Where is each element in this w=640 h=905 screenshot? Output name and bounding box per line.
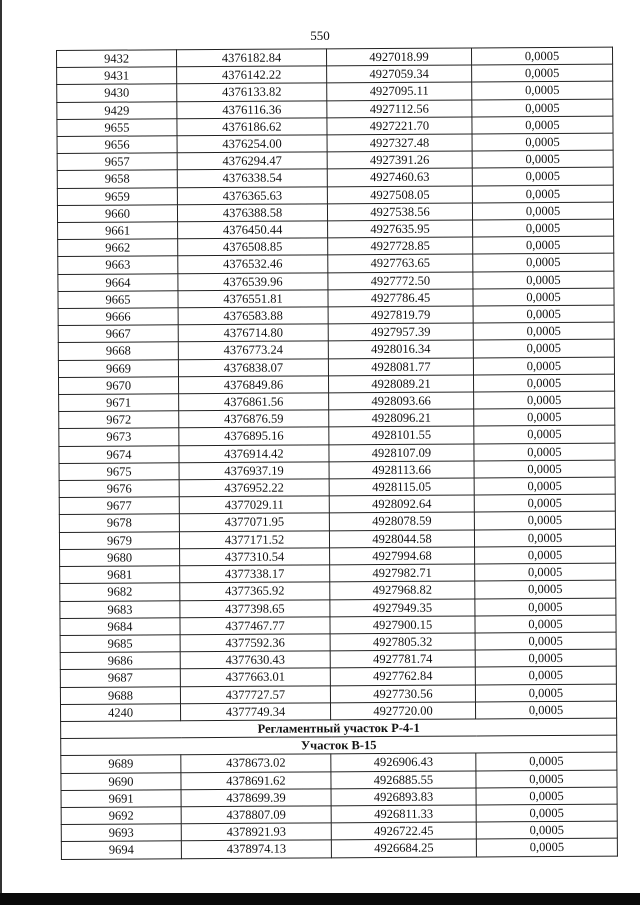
point-number: 9662 [58, 239, 178, 257]
tolerance-value: 0,0005 [473, 254, 614, 272]
point-number: 9685 [60, 635, 180, 653]
tolerance-value: 0,0005 [476, 787, 617, 805]
x-coordinate: 4377365.92 [180, 582, 330, 600]
point-number: 9683 [60, 600, 180, 618]
y-coordinate: 4927819.79 [328, 306, 473, 324]
point-number: 9666 [58, 308, 178, 326]
tolerance-value: 0,0005 [474, 426, 615, 444]
point-number: 9659 [57, 187, 177, 205]
point-number: 9674 [59, 445, 179, 463]
point-number: 9673 [59, 428, 179, 446]
y-coordinate: 4927112.56 [327, 100, 472, 118]
x-coordinate: 4376365.63 [177, 186, 327, 204]
y-coordinate: 4927391.26 [327, 151, 472, 169]
x-coordinate: 4376133.82 [177, 83, 327, 101]
y-coordinate: 4928093.66 [329, 392, 474, 410]
point-number: 9664 [58, 273, 178, 291]
x-coordinate: 4378691.62 [181, 771, 331, 789]
y-coordinate: 4927635.95 [328, 220, 473, 238]
point-number: 9661 [58, 222, 178, 240]
tolerance-value: 0,0005 [476, 821, 617, 839]
x-coordinate: 4377749.34 [180, 703, 330, 721]
tolerance-value: 0,0005 [471, 47, 612, 65]
point-number: 9689 [61, 755, 181, 773]
x-coordinate: 4377663.01 [180, 668, 330, 686]
tolerance-value: 0,0005 [475, 649, 616, 667]
x-coordinate: 4377592.36 [180, 634, 330, 652]
y-coordinate: 4926893.83 [331, 788, 476, 806]
y-coordinate: 4927982.71 [330, 564, 475, 582]
y-coordinate: 4927728.85 [328, 237, 473, 255]
x-coordinate: 4377467.77 [180, 617, 330, 635]
y-coordinate: 4927460.63 [327, 168, 472, 186]
x-coordinate: 4377398.65 [180, 599, 330, 617]
table-row [61, 838, 617, 859]
point-number: 9690 [61, 772, 181, 790]
y-coordinate: 4927508.05 [327, 186, 472, 204]
tolerance-value: 0,0005 [473, 271, 614, 289]
x-coordinate: 4376142.22 [177, 66, 327, 84]
tolerance-value: 0,0005 [475, 546, 616, 564]
x-coordinate: 4377727.57 [180, 685, 330, 703]
x-coordinate: 4377338.17 [180, 565, 330, 583]
y-coordinate: 4927994.68 [330, 547, 475, 565]
point-number: 4240 [60, 703, 180, 721]
tolerance-value: 0,0005 [475, 580, 616, 598]
tolerance-value: 0,0005 [472, 150, 613, 168]
y-coordinate: 4927720.00 [330, 702, 475, 720]
x-coordinate: 4376532.46 [178, 255, 328, 273]
point-number: 9688 [60, 686, 180, 704]
y-coordinate: 4927059.34 [327, 65, 472, 83]
tolerance-value: 0,0005 [475, 684, 616, 702]
tolerance-value: 0,0005 [474, 391, 615, 409]
point-number: 9677 [59, 497, 179, 515]
point-number: 9665 [58, 291, 178, 309]
y-coordinate: 4927221.70 [327, 117, 472, 135]
x-coordinate: 4376450.44 [178, 221, 328, 239]
tolerance-value: 0,0005 [475, 598, 616, 616]
y-coordinate: 4928096.21 [329, 409, 474, 427]
x-coordinate: 4376773.24 [178, 341, 328, 359]
point-number: 9684 [60, 617, 180, 635]
point-number: 9691 [61, 789, 181, 807]
y-coordinate: 4928113.66 [329, 461, 474, 479]
tolerance-value: 0,0005 [474, 512, 615, 530]
tolerance-value: 0,0005 [473, 236, 614, 254]
y-coordinate: 4927805.32 [330, 633, 475, 651]
tolerance-value: 0,0005 [473, 357, 614, 375]
x-coordinate: 4376551.81 [178, 290, 328, 308]
x-coordinate: 4376338.54 [177, 169, 327, 187]
y-coordinate: 4926811.33 [331, 805, 476, 823]
y-coordinate: 4928078.59 [329, 512, 474, 530]
y-coordinate: 4927762.84 [330, 667, 475, 685]
x-coordinate: 4376116.36 [177, 100, 327, 118]
tolerance-value: 0,0005 [475, 666, 616, 684]
point-number: 9663 [58, 256, 178, 274]
tolerance-value: 0,0005 [476, 770, 617, 788]
point-number: 9681 [60, 566, 180, 584]
y-coordinate: 4927018.99 [326, 48, 471, 66]
tolerance-value: 0,0005 [475, 615, 616, 633]
y-coordinate: 4928044.58 [329, 530, 474, 548]
tolerance-value: 0,0005 [473, 219, 614, 237]
x-coordinate: 4376895.16 [179, 427, 329, 445]
point-number: 9668 [58, 342, 178, 360]
point-number: 9429 [57, 101, 177, 119]
tolerance-value: 0,0005 [476, 838, 617, 856]
tolerance-value: 0,0005 [474, 408, 615, 426]
x-coordinate: 4376714.80 [178, 324, 328, 342]
x-coordinate: 4377630.43 [180, 651, 330, 669]
x-coordinate: 4378699.39 [181, 789, 331, 807]
tolerance-value: 0,0005 [475, 563, 616, 581]
point-number: 9676 [59, 480, 179, 498]
y-coordinate: 4927949.35 [330, 598, 475, 616]
y-coordinate: 4928081.77 [328, 358, 473, 376]
tolerance-value: 0,0005 [472, 202, 613, 220]
x-coordinate: 4378921.93 [181, 823, 331, 841]
point-number: 9658 [57, 170, 177, 188]
y-coordinate: 4927772.50 [328, 272, 473, 290]
table1-body [57, 47, 617, 721]
point-number: 9693 [61, 824, 181, 842]
point-number: 9667 [58, 325, 178, 343]
table2-body [61, 752, 618, 859]
point-number: 9678 [59, 514, 179, 532]
coordinates-table-wrapper [56, 47, 617, 860]
tolerance-value: 0,0005 [473, 305, 614, 323]
tolerance-value: 0,0005 [472, 133, 613, 151]
y-coordinate: 4927327.48 [327, 134, 472, 152]
y-coordinate: 4928115.05 [329, 478, 474, 496]
y-coordinate: 4927781.74 [330, 650, 475, 668]
point-number: 9655 [57, 119, 177, 137]
tolerance-value: 0,0005 [472, 168, 613, 186]
tolerance-value: 0,0005 [473, 374, 614, 392]
page-number: 550 [310, 28, 330, 43]
plot-title: Участок В-15 [61, 735, 617, 756]
tolerance-value: 0,0005 [474, 494, 615, 512]
tolerance-value: 0,0005 [472, 64, 613, 82]
point-number: 9675 [59, 463, 179, 481]
x-coordinate: 4376294.47 [177, 152, 327, 170]
y-coordinate: 4927538.56 [327, 203, 472, 221]
tolerance-value: 0,0005 [474, 460, 615, 478]
tolerance-value: 0,0005 [476, 752, 617, 770]
point-number: 9656 [57, 136, 177, 154]
x-coordinate: 4376952.22 [179, 479, 329, 497]
point-number: 9431 [57, 67, 177, 85]
x-coordinate: 4378974.13 [181, 840, 331, 858]
tolerance-value: 0,0005 [473, 288, 614, 306]
y-coordinate: 4928092.64 [329, 495, 474, 513]
x-coordinate: 4377171.52 [179, 531, 329, 549]
point-number: 9671 [59, 394, 179, 412]
point-number: 9432 [57, 50, 177, 68]
tolerance-value: 0,0005 [472, 82, 613, 100]
y-coordinate: 4927968.82 [330, 581, 475, 599]
y-coordinate: 4928107.09 [329, 444, 474, 462]
x-coordinate: 4376937.19 [179, 462, 329, 480]
x-coordinate: 4376254.00 [177, 135, 327, 153]
x-coordinate: 4376388.58 [177, 204, 327, 222]
x-coordinate: 4376914.42 [179, 445, 329, 463]
tolerance-value: 0,0005 [474, 443, 615, 461]
tolerance-value: 0,0005 [476, 804, 617, 822]
x-coordinate: 4376539.96 [178, 272, 328, 290]
point-number: 9686 [60, 652, 180, 670]
tolerance-value: 0,0005 [475, 701, 616, 719]
point-number: 9660 [57, 205, 177, 223]
y-coordinate: 4927763.65 [328, 254, 473, 272]
y-coordinate: 4927900.15 [330, 616, 475, 634]
point-number: 9680 [60, 549, 180, 567]
point-number: 9682 [60, 583, 180, 601]
x-coordinate: 4378673.02 [181, 754, 331, 772]
point-number: 9430 [57, 84, 177, 102]
point-number: 9679 [59, 531, 179, 549]
point-number: 9657 [57, 153, 177, 171]
tolerance-value: 0,0005 [473, 322, 614, 340]
section-headers [61, 718, 617, 756]
x-coordinate: 4376182.84 [177, 49, 327, 67]
y-coordinate: 4927957.39 [328, 323, 473, 341]
point-number: 9670 [58, 377, 178, 395]
y-coordinate: 4928089.21 [328, 375, 473, 393]
y-coordinate: 4928101.55 [329, 426, 474, 444]
x-coordinate: 4376861.56 [179, 393, 329, 411]
x-coordinate: 4377029.11 [179, 496, 329, 514]
point-number: 9694 [61, 841, 181, 859]
tolerance-value: 0,0005 [475, 632, 616, 650]
y-coordinate: 4926722.45 [331, 822, 476, 840]
y-coordinate: 4926885.55 [331, 770, 476, 788]
tolerance-value: 0,0005 [472, 116, 613, 134]
y-coordinate: 4927786.45 [328, 289, 473, 307]
tolerance-value: 0,0005 [474, 529, 615, 547]
y-coordinate: 4927730.56 [330, 684, 475, 702]
y-coordinate: 4928016.34 [328, 340, 473, 358]
y-coordinate: 4926684.25 [331, 839, 476, 857]
scan-bottom-border [0, 893, 640, 905]
tolerance-value: 0,0005 [472, 185, 613, 203]
scan-left-edge [0, 0, 2, 905]
x-coordinate: 4376838.07 [178, 358, 328, 376]
x-coordinate: 4376849.86 [178, 376, 328, 394]
tolerance-value: 0,0005 [473, 340, 614, 358]
x-coordinate: 4376876.59 [179, 410, 329, 428]
x-coordinate: 4376508.85 [178, 238, 328, 256]
y-coordinate: 4927095.11 [327, 82, 472, 100]
x-coordinate: 4378807.09 [181, 806, 331, 824]
region-title: Регламентный участок Р-4-1 [61, 718, 617, 739]
tolerance-value: 0,0005 [472, 99, 613, 117]
point-number: 9692 [61, 807, 181, 825]
x-coordinate: 4376186.62 [177, 118, 327, 136]
x-coordinate: 4377310.54 [180, 548, 330, 566]
y-coordinate: 4926906.43 [331, 753, 476, 771]
coordinates-table [56, 47, 618, 860]
x-coordinate: 4376583.88 [178, 307, 328, 325]
x-coordinate: 4377071.95 [179, 513, 329, 531]
point-number: 9672 [59, 411, 179, 429]
tolerance-value: 0,0005 [474, 477, 615, 495]
point-number: 9669 [58, 359, 178, 377]
point-number: 9687 [60, 669, 180, 687]
